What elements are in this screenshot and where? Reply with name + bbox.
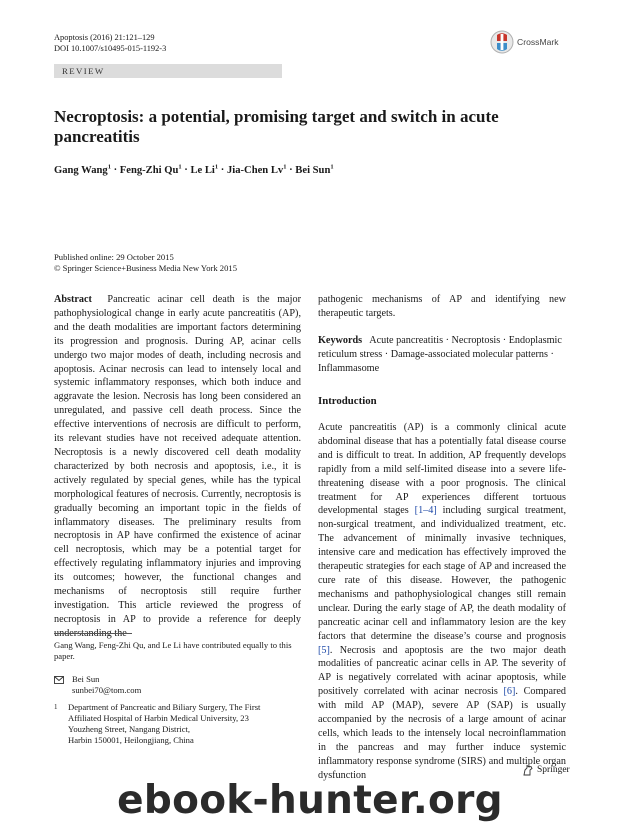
introduction-text [318, 421, 566, 783]
watermark: ebook-hunter.org [117, 778, 503, 823]
intro-part-2: including surgical treatment, non-surgical treatment, and individualized treatment, etc. The advancement of minimally invasive techniques, intensive care and medication has effectively improved the therapeutic strategies for each stage of AP and increased the cure rate of this disease. However, the pathogenic mechanisms and pathophysiological changes still remain unclear. During the early stage of AP, the death modality of pancreatic acinar cell and inflammatory lesion are the key factors that determine the disease’s course and prognosis [318, 505, 567, 642]
author-name[interactable]: Gang Wang$^1$ [54, 163, 111, 176]
publication-info [54, 252, 237, 274]
affiliation-line: Affiliated Hospital of Harbin Medical University, 23 [68, 713, 249, 723]
author-separator: · [181, 164, 191, 176]
article-title: Necroptosis: a potential, promising target and switch in acute pancreatitis [54, 107, 499, 146]
abstract-text: Pancreatic acinar cell death is the major pathophysiological change in early acute pancreatitis (AP), and the death modalities are important factors determining its progression and prognosis. During AP, acinar cells undergo two major modes of death, including necrosis and apoptosis. Acinar necrosis can lead to intensely local and systemic inflammatory responses, which both induce and aggravate the lesion. Necrosis has long been considered an unregulated, and passive cell death process. Since the effective interventions of necrosis are difficult to perform, its relevant studies have not received adequate attention. Necroptosis is a newly discovered cell death modality characterized by both necrosis and apoptosis, i.e., it is actively regulated by special genes, while has the typical morphological features of necrosis. Currently, necroptosis is gradually becoming an important topic in the fields of inflammatory diseases. The preliminary results from necroptosis in AP have confirmed the existence of acinar cell necroptosis, which may be a potential target for effectively regulating inflammatory injuries and improving its outcomes; however, the functional changes and mechanisms of necroptosis still require further investigation. This article reviewed the progress of necroptosis in AP to provide a reference for deeply understanding the [54, 294, 301, 639]
crossmark-label: CrossMark [517, 37, 559, 47]
abstract-heading: Abstract [54, 294, 92, 305]
affiliation-line: Department of Pancreatic and Biliary Surgery, The First [68, 702, 261, 712]
author-name[interactable]: Feng-Zhi Qu$^1$ [119, 163, 182, 176]
citation-link[interactable]: [1–4] [414, 505, 437, 517]
keywords [318, 334, 566, 376]
doi[interactable]: DOI 10.1007/s10495-015-1192-3 [54, 43, 167, 53]
intro-part-3: . Necrosis and apoptosis are the two major death modalities of pancreatic acinar cells in AP. The severity of AP is negatively correlated with acinar apoptosis, while positively correlated with acinar necrosis [318, 644, 566, 698]
corresponding-email[interactable]: sunbei70@tom.com [72, 685, 142, 695]
affiliation [54, 702, 301, 746]
journal-citation: Apoptosis (2016) 21:121–129 [54, 33, 155, 42]
author-affiliation-mark: 1 [107, 163, 111, 170]
intro-part-1: Acute pancreatitis (AP) is a commonly clinical acute abdominal disease that has a potentially fatal disease course and is difficult to treat. In addition, AP frequently develops rapidly from a mild self-limited disease into a severe life-threatening disease with a poor prognosis. The clinical treatment for AP experiences different tortuous developmental stages [318, 422, 566, 517]
publisher-logo [522, 764, 570, 776]
abstract [54, 293, 301, 641]
affiliation-number: 1 [54, 703, 58, 711]
author-separator: · [218, 164, 227, 176]
author-separator: · [110, 164, 120, 176]
intro-part-4: . Compared with mild AP (MAP), severe AP (SAP) is usually accompanied by the necrosis of a large amount of acinar cells, which leads to the intensely local necroinflammation in the pancreas and may further induce systemic inflammatory response syndrome (SIRS) and multiple organ dysfunction [318, 686, 566, 781]
abstract-continuation: pathogenic mechanisms of AP and identifying new therapeutic targets. [318, 294, 566, 319]
affiliation-line: Youzheng Street, Nangang District, [68, 724, 191, 734]
affiliation-line: Harbin 150001, Heilongjiang, China [68, 735, 194, 745]
section-label: REVIEW [62, 66, 105, 76]
citation-link[interactable]: [6] [503, 686, 516, 698]
keywords-text: Acute pancreatitis · Necroptosis · Endoplasmic reticulum stress · Damage-associated molecular patterns · Inflammasome [318, 335, 562, 374]
author-affiliation-mark: 1 [283, 163, 287, 170]
author-list [54, 163, 334, 176]
footnote-divider [54, 633, 132, 634]
corresponding-name: Bei Sun [72, 674, 100, 684]
published-date: Published online: 29 October 2015 [54, 252, 174, 262]
equal-contribution-note: Gang Wang, Feng-Zhi Qu, and Le Li have contributed equally to this paper. [54, 640, 292, 661]
envelope-icon [54, 676, 64, 684]
author-name[interactable]: Jia-Chen Lv$^1$ [226, 163, 287, 176]
author-affiliation-mark: 1 [178, 163, 182, 170]
author-name[interactable]: Bei Sun$^1$ [295, 163, 334, 176]
author-affiliation-mark: 1 [214, 163, 219, 170]
author-separator: · [286, 164, 296, 176]
journal-info [54, 33, 166, 54]
publisher-name: Springer [537, 765, 570, 775]
crossmark-icon [490, 30, 514, 54]
keywords-heading: Keywords [318, 335, 363, 346]
crossmark-badge[interactable] [490, 30, 559, 54]
copyright-notice: © Springer Science+Business Media New York 2015 [54, 263, 237, 273]
author-name[interactable]: Le Li$^1$ [190, 163, 219, 176]
citation-link[interactable]: [5] [318, 644, 330, 656]
section-heading-introduction: Introduction [318, 395, 377, 407]
corresponding-author [54, 674, 141, 696]
author-affiliation-mark: 1 [330, 163, 334, 170]
springer-horse-icon [522, 764, 534, 776]
